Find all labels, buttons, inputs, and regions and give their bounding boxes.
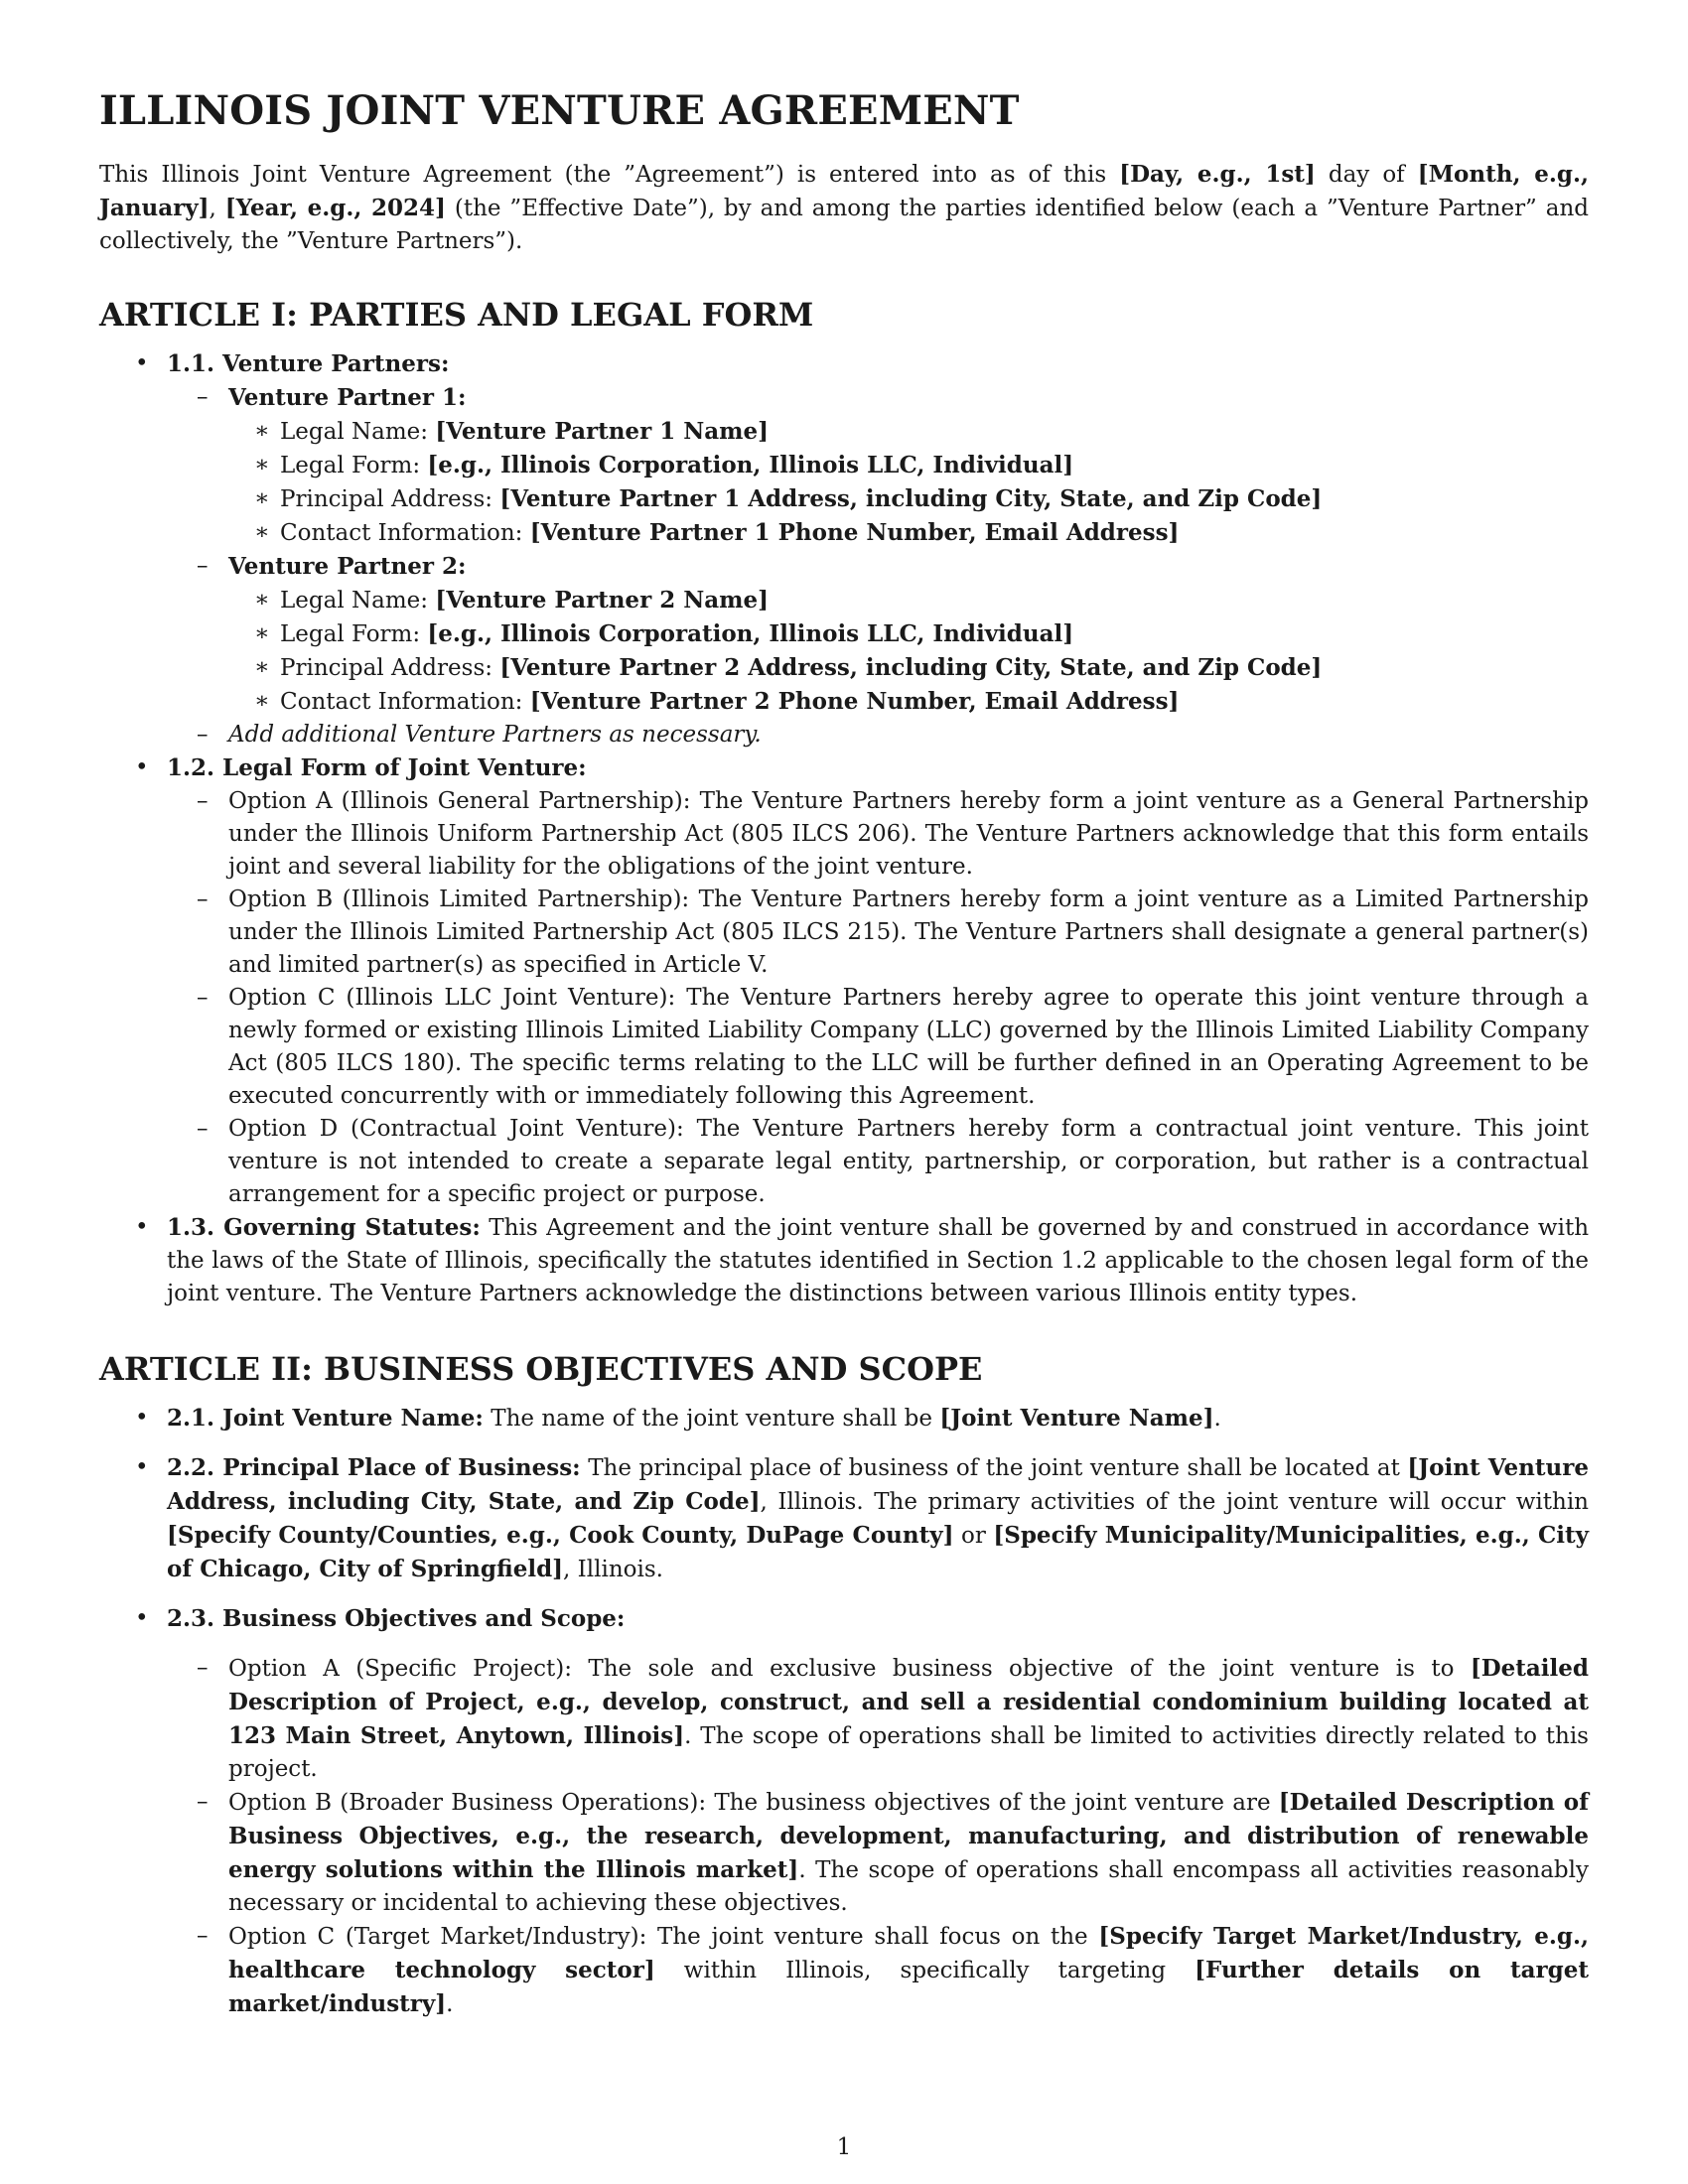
article-2 <box>99 1350 1589 2021</box>
article-2-list <box>99 1402 1589 2021</box>
venture-partner-1 <box>228 381 1589 550</box>
legal-form-option-c: – Option C (Illinois LLC Joint Venture): The Venture Partners hereby agree to operate this joint venture through a newly formed or existing Illinois Limited Liability Company (LLC) governed by the Illinois Limited Liability Company Act (805 ILCS 180). The specific terms relating to the LLC will be further defined in an Operating Agreement to be executed concurrently with or immediately following this Agreement. <box>228 982 1589 1113</box>
section-1-1 <box>167 347 1589 751</box>
intro-paragraph: This Illinois Joint Venture Agreement (the ”Agreement”) is entered into as of this [Day, e.g., 1st] day of [Month, e.g., January], [Year, e.g., 2024] (the ”Effective Date”), by and among the parties identified below (each a ”Venture Partner” and collectively, the ”Venture Partners”). <box>99 161 1589 254</box>
day-placeholder: [Day, e.g., 1st] <box>1119 161 1316 188</box>
objective-option-b: – Option B (Broader Business Operations): The business objectives of the joint venture are [Detailed Description of Business Objectives, e.g., the research, development, manufacturing, and distribution of renewable energy solutions within the Illinois market]. The scope of operations shall encompass all activities reasonably necessary or incidental to achieving these objectives. <box>228 1786 1589 1920</box>
jv-name-placeholder: [Joint Venture Name] <box>939 1405 1214 1432</box>
vp1-legal-name: ∗ Legal Name: [Venture Partner 1 Name] <box>280 415 1589 449</box>
month-placeholder: [Month, e.g., January] <box>99 161 1589 221</box>
section-2-3 <box>167 1602 1589 2021</box>
article-2-heading: ARTICLE II: BUSINESS OBJECTIVES AND SCOPE <box>99 1350 983 1388</box>
section-2-1: • 2.1. Joint Venture Name: The name of the joint venture shall be [Joint Venture Name]. <box>167 1402 1589 1435</box>
legal-form-option-b: – Option B (Illinois Limited Partnership): The Venture Partners hereby form a joint venture as a Limited Partnership under the Illinois Limited Partnership Act (805 ILCS 215). The Venture Partners shall designate a general partner(s) and limited partner(s) as specified in Article V. <box>228 884 1589 982</box>
vp2-address: ∗ Principal Address: [Venture Partner 2 Address, including City, State, and Zip Code] <box>280 651 1589 685</box>
municipality-placeholder: [Specify Municipality/Municipalities, e.g., City of Chicago, City of Springfield] <box>167 1522 1589 1582</box>
section-1-2-label: 1.2. Legal Form of Joint Venture: <box>167 754 587 781</box>
article-1-heading: ARTICLE I: PARTIES AND LEGAL FORM <box>99 296 814 334</box>
section-1-3: • 1.3. Governing Statutes: This Agreement and the joint venture shall be governed by and construed in accordance with the laws of the State of Illinois, specifically the statutes identified in Section 1.2 applicable to the chosen legal form of the joint venture. The Venture Partners acknowledge the distinctions between various Illinois entity types. <box>167 1211 1589 1310</box>
objective-option-a: – Option A (Specific Project): The sole and exclusive business objective of the joint venture is to [Detailed Description of Project, e.g., develop, construct, and sell a residential condominium building located at 123 Main Street, Anytown, Illinois]. The scope of operations shall be limited to activities directly related to this project. <box>228 1652 1589 1786</box>
article-1-list <box>99 347 1589 1310</box>
vp1-legal-form: ∗ Legal Form: [e.g., Illinois Corporation, Illinois LLC, Individual] <box>280 449 1589 482</box>
vp1-contact: ∗ Contact Information: [Venture Partner 1 Phone Number, Email Address] <box>280 516 1589 550</box>
document-title: ILLINOIS JOINT VENTURE AGREEMENT <box>99 87 1020 134</box>
legal-form-option-a: – Option A (Illinois General Partnership): The Venture Partners hereby form a joint venture as a General Partnership under the Illinois Uniform Partnership Act (805 ILCS 206). The Venture Partners acknowledge that this form entails joint and several liability for the obligations of the joint venture. <box>228 785 1589 884</box>
vp2-contact: ∗ Contact Information: [Venture Partner 2 Phone Number, Email Address] <box>280 685 1589 719</box>
objective-option-c: – Option C (Target Market/Industry): The joint venture shall focus on the [Specify Target Market/Industry, e.g., healthcare technology sector] within Illinois, specifically targeting [Further details on target market/industry]. <box>228 1920 1589 2021</box>
section-1-1-label: 1.1. Venture Partners: <box>167 350 450 377</box>
document-page <box>99 87 1589 2061</box>
section-1-2 <box>167 751 1589 1211</box>
section-2-2-label: 2.2. Principal Place of Business: <box>167 1454 581 1481</box>
venture-partner-2 <box>228 550 1589 719</box>
vp2-legal-form: ∗ Legal Form: [e.g., Illinois Corporation, Illinois LLC, Individual] <box>280 617 1589 651</box>
venture-partner-1-label: Venture Partner 1: <box>228 384 467 411</box>
section-2-1-label: 2.1. Joint Venture Name: <box>167 1405 484 1432</box>
article-1 <box>99 296 1589 1310</box>
year-placeholder: [Year, e.g., 2024] <box>224 195 446 221</box>
legal-form-option-d: – Option D (Contractual Joint Venture): The Venture Partners hereby form a contractual joint venture. This joint venture is not intended to create a separate legal entity, partnership, or corporation, but rather is a contractual arrangement for a specific project or purpose. <box>228 1113 1589 1211</box>
county-placeholder: [Specify County/Counties, e.g., Cook County, DuPage County] <box>167 1522 954 1549</box>
add-partners-note: – Add additional Venture Partners as necessary. <box>228 719 1589 751</box>
page-number: 1 <box>836 2134 852 2160</box>
section-1-3-label: 1.3. Governing Statutes: <box>167 1214 481 1241</box>
vp1-address: ∗ Principal Address: [Venture Partner 1 Address, including City, State, and Zip Code] <box>280 482 1589 516</box>
jv-address-placeholder: [Joint Venture Address, including City, State, and Zip Code] <box>167 1454 1589 1515</box>
section-2-3-label: 2.3. Business Objectives and Scope: <box>167 1605 626 1632</box>
venture-partner-2-label: Venture Partner 2: <box>228 553 467 580</box>
section-2-2: • 2.2. Principal Place of Business: The principal place of business of the joint venture shall be located at [Joint Venture Address, including City, State, and Zip Code], Illinois. The primary activities of the joint venture will occur within [Specify County/Counties, e.g., Cook County, DuPage County] or [Specify Municipality/Municipalities, e.g., City of Chicago, City of Springfield], Illinois. <box>167 1451 1589 1586</box>
vp2-legal-name: ∗ Legal Name: [Venture Partner 2 Name] <box>280 584 1589 617</box>
